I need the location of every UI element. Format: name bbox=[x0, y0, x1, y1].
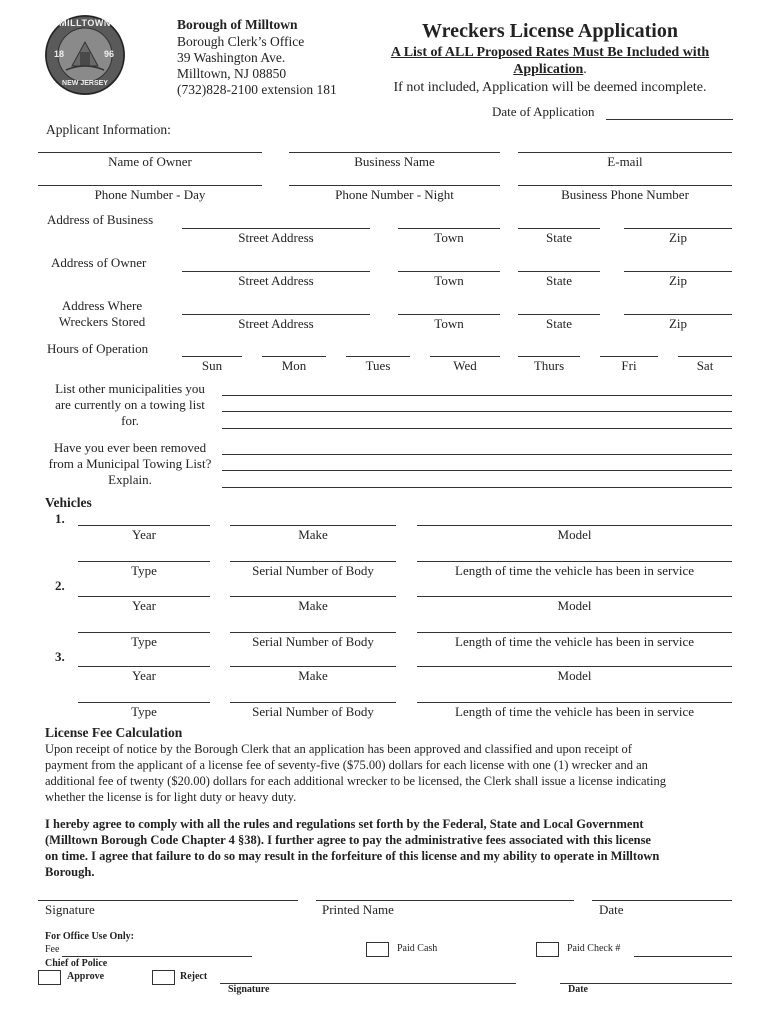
vehicle-3-make-label: Make bbox=[298, 668, 328, 683]
vehicle-3-serial-label: Serial Number of Body bbox=[252, 704, 374, 719]
vehicle-1-service-field[interactable] bbox=[417, 561, 732, 562]
removed-question-2: from a Municipal Towing List? bbox=[48, 456, 212, 471]
paid-cash-label: Paid Cash bbox=[397, 943, 438, 954]
business-zip-field[interactable] bbox=[624, 228, 732, 229]
owner-state-label: State bbox=[546, 273, 572, 288]
fee-paragraph-line-1: Upon receipt of notice by the Borough Clerk that an application has been approved and classified and upon receipt of bbox=[45, 742, 632, 756]
hours-thurs-field[interactable] bbox=[518, 356, 580, 357]
office-use-title: For Office Use Only: bbox=[45, 931, 134, 942]
hours-fri-field[interactable] bbox=[600, 356, 658, 357]
paid-check-number-field[interactable] bbox=[634, 956, 732, 957]
subtitle-application: Application bbox=[513, 62, 584, 77]
vehicle-3-service-label: Length of time the vehicle has been in service bbox=[455, 704, 694, 719]
owner-town-label: Town bbox=[434, 273, 464, 288]
vehicle-2-service-field[interactable] bbox=[417, 632, 732, 633]
day-mon-label: Mon bbox=[281, 358, 307, 373]
day-thurs-label: Thurs bbox=[533, 358, 565, 373]
date-of-application-field[interactable] bbox=[606, 119, 733, 120]
borough-seal bbox=[44, 14, 126, 96]
vehicle-2-make-field[interactable] bbox=[230, 596, 396, 597]
reject-checkbox[interactable] bbox=[152, 970, 175, 985]
stored-town-field[interactable] bbox=[398, 314, 500, 315]
agreement-line-2: (Milltown Borough Code Chapter 4 §38). I further agree to pay the administrative fees associated with this license bbox=[45, 833, 651, 847]
vehicle-3-model-label: Model bbox=[557, 668, 592, 683]
paid-check-label: Paid Check # bbox=[567, 943, 621, 954]
org-name: Borough of Milltown bbox=[177, 17, 298, 32]
business-phone-label: Business Phone Number bbox=[561, 187, 689, 202]
office-fee-field[interactable] bbox=[62, 956, 252, 957]
vehicle-3-number: 3. bbox=[55, 649, 65, 664]
signature-label: Signature bbox=[45, 902, 95, 917]
removed-question-3: Explain. bbox=[108, 472, 152, 487]
vehicle-3-service-field[interactable] bbox=[417, 702, 732, 703]
owner-name-label: Name of Owner bbox=[108, 154, 192, 169]
applicant-section-title: Applicant Information: bbox=[46, 122, 171, 137]
fee-paragraph-line-2: payment from the applicant of a license fee of seventy-five ($75.00) dollars for each license with one (1) wrecker and an bbox=[45, 758, 648, 772]
vehicle-3-type-label: Type bbox=[131, 704, 157, 719]
vehicle-1-make-field[interactable] bbox=[230, 525, 396, 526]
stored-zip-field[interactable] bbox=[624, 314, 732, 315]
owner-zip-label: Zip bbox=[668, 273, 688, 288]
business-town-field[interactable] bbox=[398, 228, 500, 229]
address-stored-label-1: Address Where bbox=[61, 298, 143, 313]
signature-field[interactable] bbox=[38, 900, 298, 901]
stored-state-label: State bbox=[546, 316, 572, 331]
municipalities-line-1[interactable] bbox=[222, 395, 732, 396]
chief-signature-label: Signature bbox=[228, 984, 270, 995]
day-sat-label: Sat bbox=[696, 358, 714, 373]
subtitle-period: . bbox=[583, 62, 587, 77]
vehicle-1-year-label: Year bbox=[132, 527, 156, 542]
office-street: 39 Washington Ave. bbox=[177, 50, 286, 65]
vehicle-2-make-label: Make bbox=[298, 598, 328, 613]
stored-street-field[interactable] bbox=[182, 314, 370, 315]
vehicle-3-serial-field[interactable] bbox=[230, 702, 396, 703]
hours-label: Hours of Operation bbox=[47, 341, 149, 356]
approve-checkbox[interactable] bbox=[38, 970, 61, 985]
vehicle-2-number: 2. bbox=[55, 578, 65, 593]
business-street-field[interactable] bbox=[182, 228, 370, 229]
stored-zip-label: Zip bbox=[668, 316, 688, 331]
vehicle-3-year-label: Year bbox=[132, 668, 156, 683]
removed-line-1[interactable] bbox=[222, 454, 732, 455]
reject-label: Reject bbox=[180, 971, 208, 982]
removed-line-2[interactable] bbox=[222, 470, 732, 471]
seal-year-right: 96 bbox=[104, 49, 115, 59]
municipalities-question-2: are currently on a towing list bbox=[55, 397, 205, 412]
vehicle-3-make-field[interactable] bbox=[230, 666, 396, 667]
owner-street-label: Street Address bbox=[238, 273, 314, 288]
stored-town-label: Town bbox=[434, 316, 464, 331]
seal-text-top: MILLTOWN bbox=[59, 18, 111, 28]
vehicle-2-type-field[interactable] bbox=[78, 632, 210, 633]
email-label: E-mail bbox=[607, 154, 643, 169]
signature-date-field[interactable] bbox=[592, 900, 732, 901]
owner-street-field[interactable] bbox=[182, 271, 370, 272]
hours-tues-field[interactable] bbox=[346, 356, 410, 357]
vehicle-2-model-field[interactable] bbox=[417, 596, 732, 597]
removed-line-3[interactable] bbox=[222, 487, 732, 488]
vehicle-1-type-field[interactable] bbox=[78, 561, 210, 562]
office-phone: (732)828-2100 extension 181 bbox=[177, 82, 337, 97]
vehicle-2-model-label: Model bbox=[557, 598, 592, 613]
office-name: Borough Clerk’s Office bbox=[177, 34, 305, 49]
vehicle-1-serial-label: Serial Number of Body bbox=[252, 563, 374, 578]
address-stored-label-2: Wreckers Stored bbox=[58, 314, 146, 329]
vehicle-2-year-label: Year bbox=[132, 598, 156, 613]
hours-wed-field[interactable] bbox=[430, 356, 500, 357]
owner-name-field[interactable] bbox=[38, 152, 262, 153]
fee-paragraph-line-3: additional fee of twenty ($20.00) dollars for each additional wrecker to be licensed, the Clerk shall issue a license indicating bbox=[45, 774, 666, 788]
day-fri-label: Fri bbox=[621, 358, 637, 373]
seal-text-bottom: NEW JERSEY bbox=[62, 80, 108, 87]
vehicle-1-model-field[interactable] bbox=[417, 525, 732, 526]
owner-town-field[interactable] bbox=[398, 271, 500, 272]
office-city: Milltown, NJ 08850 bbox=[177, 66, 287, 81]
date-of-application-label: Date of Application bbox=[492, 104, 595, 119]
day-sun-label: Sun bbox=[201, 358, 223, 373]
vehicles-title: Vehicles bbox=[45, 495, 92, 510]
municipalities-line-2[interactable] bbox=[222, 411, 732, 412]
vehicle-1-service-label: Length of time the vehicle has been in service bbox=[455, 563, 694, 578]
day-wed-label: Wed bbox=[453, 358, 477, 373]
stored-state-field[interactable] bbox=[518, 314, 600, 315]
page-title: Wreckers License Application bbox=[422, 20, 678, 42]
business-phone-field[interactable] bbox=[518, 185, 732, 186]
hours-mon-field[interactable] bbox=[262, 356, 326, 357]
vehicle-2-serial-label: Serial Number of Body bbox=[252, 634, 374, 649]
hours-sun-field[interactable] bbox=[182, 356, 242, 357]
printed-name-label: Printed Name bbox=[322, 902, 394, 917]
owner-state-field[interactable] bbox=[518, 271, 600, 272]
printed-name-field[interactable] bbox=[316, 900, 574, 901]
chief-date-label: Date bbox=[568, 984, 588, 995]
vehicle-3-type-field[interactable] bbox=[78, 702, 210, 703]
vehicle-1-model-label: Model bbox=[557, 527, 592, 542]
day-tues-label: Tues bbox=[365, 358, 391, 373]
business-state-field[interactable] bbox=[518, 228, 600, 229]
seal-year-left: 18 bbox=[54, 49, 65, 59]
phone-day-field[interactable] bbox=[38, 185, 262, 186]
fee-paragraph-line-4: whether the license is for light duty or heavy duty. bbox=[45, 790, 297, 804]
phone-night-label: Phone Number - Night bbox=[335, 187, 454, 202]
vehicle-3-year-field[interactable] bbox=[78, 666, 210, 667]
business-street-label: Street Address bbox=[238, 230, 314, 245]
business-town-label: Town bbox=[434, 230, 464, 245]
municipalities-line-3[interactable] bbox=[222, 428, 732, 429]
business-zip-label: Zip bbox=[668, 230, 688, 245]
business-name-field[interactable] bbox=[289, 152, 500, 153]
office-fee-label: Fee bbox=[45, 944, 60, 955]
business-state-label: State bbox=[546, 230, 572, 245]
phone-day-label: Phone Number - Day bbox=[94, 187, 206, 202]
approve-label: Approve bbox=[67, 971, 105, 982]
signature-date-label: Date bbox=[599, 902, 624, 917]
hours-sat-field[interactable] bbox=[678, 356, 732, 357]
vehicle-1-year-field[interactable] bbox=[78, 525, 210, 526]
vehicle-2-service-label: Length of time the vehicle has been in service bbox=[455, 634, 694, 649]
paid-check-checkbox[interactable] bbox=[536, 942, 559, 957]
vehicle-2-type-label: Type bbox=[131, 634, 157, 649]
vehicle-1-serial-field[interactable] bbox=[230, 561, 396, 562]
vehicle-1-number: 1. bbox=[55, 511, 65, 526]
address-owner-label: Address of Owner bbox=[51, 255, 147, 270]
vehicle-3-model-field[interactable] bbox=[417, 666, 732, 667]
municipalities-question-3: for. bbox=[121, 413, 139, 428]
business-name-label: Business Name bbox=[354, 154, 435, 169]
removed-question-1: Have you ever been removed bbox=[53, 440, 207, 455]
vehicle-2-serial-field[interactable] bbox=[230, 632, 396, 633]
paid-cash-checkbox[interactable] bbox=[366, 942, 389, 957]
vehicle-1-type-label: Type bbox=[131, 563, 157, 578]
vehicle-1-make-label: Make bbox=[298, 527, 328, 542]
address-business-label: Address of Business bbox=[47, 212, 154, 227]
chief-of-police-label: Chief of Police bbox=[45, 958, 108, 969]
agreement-line-1: I hereby agree to comply with all the rules and regulations set forth by the Federal, State and Local Government bbox=[45, 817, 644, 831]
subtitle-line1: A List of ALL Proposed Rates Must Be Included with bbox=[390, 45, 710, 60]
owner-zip-field[interactable] bbox=[624, 271, 732, 272]
stored-street-label: Street Address bbox=[238, 316, 314, 331]
incomplete-note: If not included, Application will be deemed incomplete. bbox=[393, 80, 707, 95]
vehicle-2-year-field[interactable] bbox=[78, 596, 210, 597]
agreement-line-3: on time. I agree that failure to do so may result in the forfeiture of this license and my ability to operate in Milltown bbox=[45, 849, 660, 863]
email-field[interactable] bbox=[518, 152, 732, 153]
agreement-line-4: Borough. bbox=[45, 865, 95, 879]
phone-night-field[interactable] bbox=[289, 185, 500, 186]
fee-section-title: License Fee Calculation bbox=[45, 725, 183, 740]
municipalities-question-1: List other municipalities you bbox=[55, 381, 205, 396]
subtitle-line2 bbox=[360, 62, 740, 78]
